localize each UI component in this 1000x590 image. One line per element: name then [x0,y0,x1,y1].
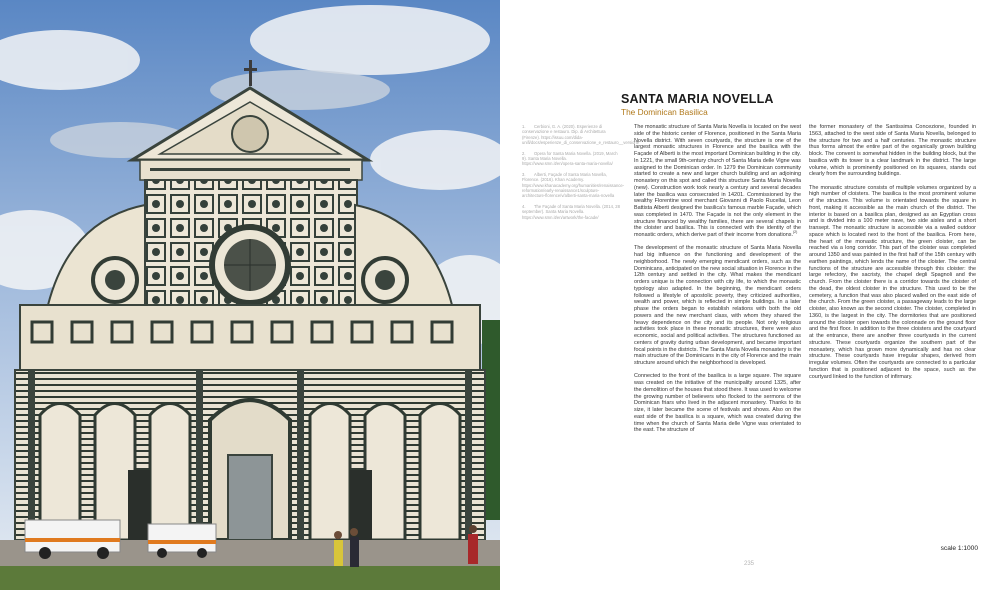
page-subtitle: The Dominican Basilica [621,107,708,117]
footnote: 3. Alberti, Façade of Santa Maria Novella, Florence. (2016). Khan Academy. https://www.khanacademy.org/humanities/renaissance-reformation/early-renaissance1/sculpture-architecture-florence/v/alberti-santa-maria-novella [522,171,625,199]
footnote: 4. The Façade of Santa Maria Novella. (2014, 28 september). Santa Maria Novella. https://www.smn.it/en/artwork/the-facade/ [522,203,620,220]
paragraph: Connected to the front of the basilica is a large square. The square was created on the initiative of the municipality around 1325, after the demolition of the houses that stood there. It was used to welcome the growing number of believers who flocked to the sermons of the Dominican friars who lived in the adjacent monastery. Thanks to its size, it later became the scene of festivals and shows. Also on the east side of the basilica is a square, which was created during the time when the church of Santa Maria delle Vigne was orientated to the east. The structure of [634,373,801,434]
paragraph: The monastic structure of Santa Maria Novella is located on the west side of the historic center of Florence, positioned in the Santa Maria Novella district. With seven courtyards, the structure is one of the largest monastic structures in Florence and the basilica with the Façade of Alberti is the most important Dominican building in the city. In 1221, the small 9th-century church of Santa Maria delle Vigne was assigned to the Dominican order. In 1279 the Dominican community started to create a new and larger church building and an adjoining monastery on this spot and called this structure Santa Maria Novella (new). Construction work took nearly a century and several decades later the basilica was consecrated in 14201. Commissioned by the wealthy Florentine wool merchant Giovanni di Paolo Rucellai, Leon Battista Alberti designed the basilica's famous marble Façade, which was completed in 1470. The Façade is not the only element in the structure financed by wealthy families, there are several chapels in the cloister and basilica. This is connected with the identity of the monastic orders, which derive part of their income from donations.$^{(2)}$ [634,124,801,238]
footnotes [522,124,640,225]
paragraph: The development of the monastic structure of Santa Maria Novella had big influence on the functioning and development of the neighborhood. The newly emerging mendicant orders, such as the Dominicans, anticipated on the new social situation in Florence in the 12th century and settled in the city. What makes the mendicant orders unique is the connection with city life, to which the monastic typology also adapted. In the beginning, the mendicant orders followed a lifestyle of apostolic poverty, they criticized authorities, wealth and power, which is reflected in simple buildings. In a later phase the orders began to establish relations with both the old powers and the new merchant class, with whom they shared the heavy dependence on the city and its people. Not only religious activities took place in these monastic structures, there were also economic, social and political activities. The structures functioned as centers of gravity during urban development, and became important focal points in the districts. The Santa Maria Novella monastery is the main structure of the Dominicans in the city of Florence and the main structure around which the neighborhood is developed. [634,245,801,366]
footnote: 1. Cerbioni, G. A. (2020). Esperienze di conservazione e restauro. Dip. di Architettura (Firenze). https://issuu.com/dida-unifi/docs/esperienze_di_conservazione_e_restauro__versione [522,124,640,146]
paragraph: The monastic structure consists of multiple volumes organized by a high number of cloisters. The basilica is the most prominent volume of the structure. This volume is orientated towards the square in front, making it accessible as the main church of the district. The interior is based on a basilica plan, designed as an Egyptian cross and is divided into a 100 meter nave, two side aisles and a short transept. The monastic structure is accessible via a walled outdoor space which is located next to the front of the basilica. From here, the heart of the monastic structure, the green cloister, can be reached via a long corridor. This part of the cloister was completed around 1350 and was painted in the first half of the 15th century with earthen paintings, which lends the name of the cloister. The central functions of the structure are accessible through this cloister: the large refectory, the sacristy, the chapel degli Spagnoli and the church. From the cloister there is a corridor towards the cloister of the dead, the oldest cloister in the structure. This used to be the cemetery, a function that was also placed walled on the east side of the church. From the green cloister, a passageway leads to the large cloister, also known as the second cloister. The cloister, completed in 1360, is the largest in the city. The dormitories that are positioned around the cloister open towards the colonnade on the ground floor and the first floor. In addition to the three cloisters and the courtyard at the entrance, there are another three courtyards in the current structure. These courtyards organize the southern part of the monastery, which has grown more dynamically and has no clear structure. These courtyards have irregular shapes, derived from irregular volumes. Often the courtyards are connected to a particular function that is positioned adjacent to the space, such as the courtyard linked to the function of infirmary. [809,184,976,380]
text-page [500,0,1000,590]
footnote: 2. Opera for Santa Maria Novella. (2019, March 9). Santa Maria Novella. https://www.smn.it/en/opera-santa-maria-novella/ [522,150,618,167]
page-title: SANTA MARIA NOVELLA [621,92,774,106]
scale-label: scale 1:1000 [940,545,978,552]
page-number: 235 [744,561,755,567]
body-column-1 [634,124,801,441]
paragraph: the former monastery of the Santissima Concezione, founded in 1563, attached to the west side of Santa Maria Novella, belonged to the structure for two and a half centuries. The monastic structure thus forms almost the entire part of the organically grown building block. The convent is somewhat hidden in the building block, but the basilica with its tower is a clear landmark in the district. The large volume, which is prominently positioned on its squares, stands out clearly from the surrounding buildings. [809,124,976,178]
body-column-2 [809,124,976,387]
